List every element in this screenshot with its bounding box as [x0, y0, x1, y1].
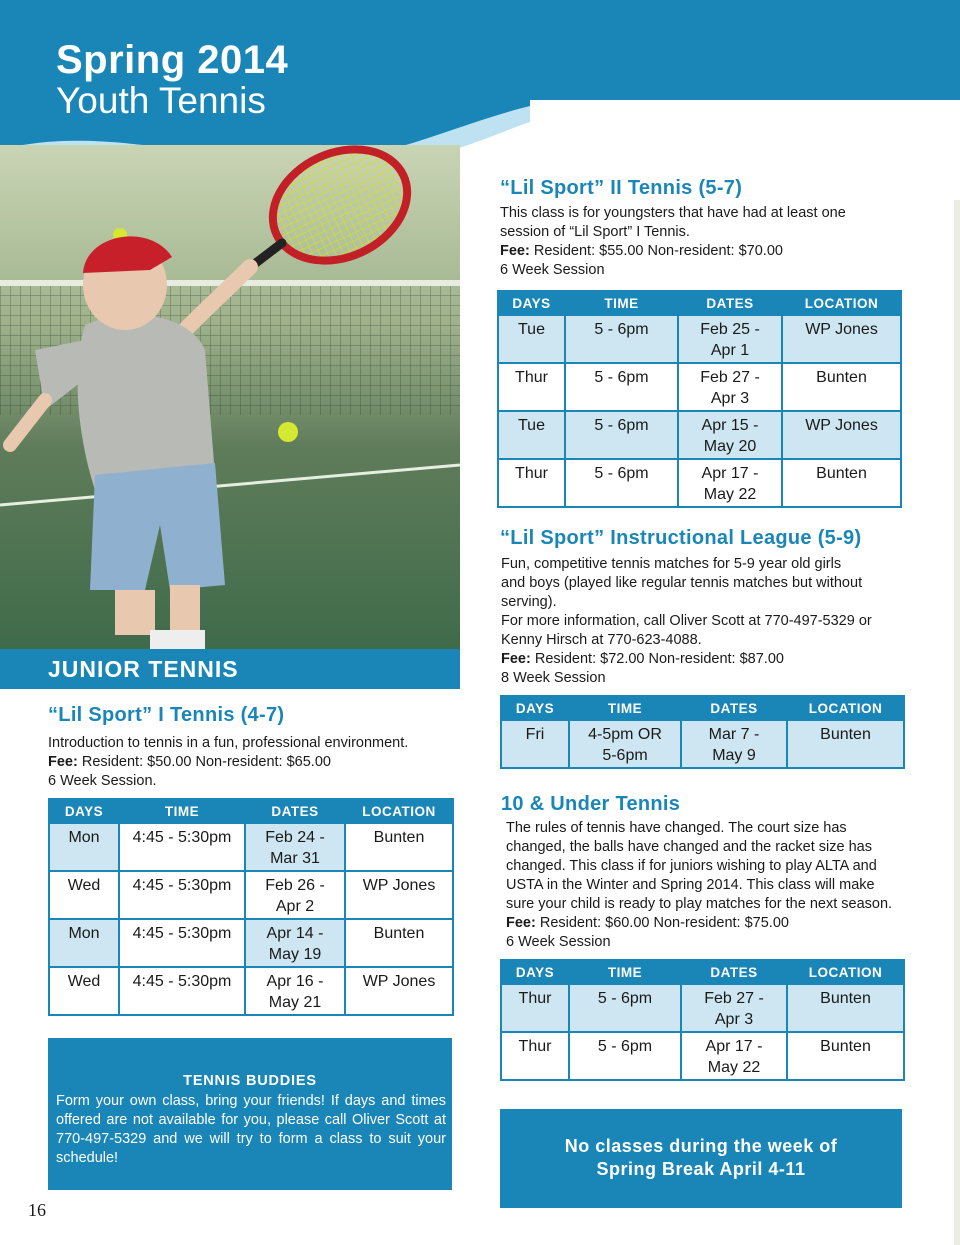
- fee-label: Fee:: [500, 243, 530, 259]
- column-header-location: LOCATION: [787, 960, 904, 984]
- ten-under-body: [506, 819, 906, 952]
- column-header-time: TIME: [119, 799, 245, 823]
- column-header-location: LOCATION: [782, 291, 901, 315]
- table-row: [501, 1032, 904, 1080]
- body-line: USTA in the Winter and Spring 2014. This class will make: [506, 877, 875, 893]
- body-line: changed, the balls have changed and the racket size has: [506, 839, 872, 855]
- cell-days: Thur: [498, 363, 565, 411]
- cell-dates: [681, 720, 787, 768]
- column-header-time: TIME: [565, 291, 678, 315]
- fee-label: Fee:: [48, 754, 78, 770]
- cell-location: Bunten: [782, 459, 901, 507]
- column-header-dates: DATES: [681, 960, 787, 984]
- table-header-row: [498, 291, 901, 315]
- time-option-1: 4-5pm OR: [588, 726, 662, 743]
- lil-sport-2-description-2: session of “Lil Sport” I Tennis.: [500, 224, 690, 240]
- cell-dates: [678, 411, 782, 459]
- cell-time: 5 - 6pm: [569, 984, 681, 1032]
- column-header-time: TIME: [569, 960, 681, 984]
- fee-text: Resident: $50.00 Non-resident: $65.00: [77, 754, 331, 770]
- cell-dates: [245, 871, 345, 919]
- cell-dates: [681, 1032, 787, 1080]
- cell-dates: [681, 984, 787, 1032]
- cell-days: Wed: [49, 967, 119, 1015]
- fee-text: Resident: $72.00 Non-resident: $87.00: [530, 651, 784, 667]
- date-end: May 20: [703, 438, 757, 455]
- cell-time: 4:45 - 5:30pm: [119, 919, 245, 967]
- lil-sport-2-schedule-table: [497, 290, 902, 508]
- date-start: Feb 26 -: [265, 877, 325, 894]
- cell-days: Mon: [49, 823, 119, 871]
- table-row: [49, 967, 453, 1015]
- cell-location: WP Jones: [345, 967, 453, 1015]
- date-start: Apr 15 -: [701, 417, 759, 434]
- table-row: [498, 363, 901, 411]
- fee-text: Resident: $60.00 Non-resident: $75.00: [535, 915, 789, 931]
- spring-break-notice: [500, 1109, 902, 1208]
- cell-time: 5 - 6pm: [565, 459, 678, 507]
- date-end: May 22: [707, 1059, 761, 1076]
- column-header-time: TIME: [569, 696, 681, 720]
- cell-dates: [678, 315, 782, 363]
- cell-days: Wed: [49, 871, 119, 919]
- cell-days: Thur: [498, 459, 565, 507]
- cell-time: 5 - 6pm: [565, 363, 678, 411]
- ten-under-schedule-table: [500, 959, 905, 1081]
- date-start: Feb 25 -: [700, 321, 760, 338]
- column-header-dates: DATES: [245, 799, 345, 823]
- lil-sport-2-fee: [500, 242, 910, 261]
- body-line: For more information, call Oliver Scott at 770-497-5329 or: [501, 613, 872, 629]
- table-row: [501, 720, 904, 768]
- date-start: Apr 16 -: [266, 973, 324, 990]
- date-start: Feb 27 -: [700, 369, 760, 386]
- spring-break-line-1: No classes during the week of: [564, 1136, 838, 1156]
- date-start: Mar 7 -: [708, 726, 760, 743]
- lil-sport-2-description-1: This class is for youngsters that have had at least one: [500, 205, 846, 221]
- page-number: 16: [28, 1200, 46, 1220]
- cell-location: Bunten: [782, 363, 901, 411]
- tennis-buddies-box: [48, 1038, 452, 1190]
- cell-time: 5 - 6pm: [569, 1032, 681, 1080]
- column-header-dates: DATES: [678, 291, 782, 315]
- date-end: Apr 1: [710, 342, 750, 359]
- date-end: Apr 2: [275, 898, 315, 915]
- lil-sport-1-fee: [48, 753, 458, 772]
- fee-label: Fee:: [501, 651, 531, 667]
- column-header-days: DAYS: [501, 960, 569, 984]
- column-header-days: DAYS: [501, 696, 569, 720]
- lil-sport-2-body: [500, 204, 910, 280]
- page-title: Spring 2014: [56, 38, 289, 82]
- cell-dates: [245, 967, 345, 1015]
- junior-tennis-heading: JUNIOR TENNIS: [48, 656, 239, 682]
- cell-days: Thur: [501, 1032, 569, 1080]
- cell-location: WP Jones: [782, 315, 901, 363]
- fee-text: Resident: $55.00 Non-resident: $70.00: [529, 243, 783, 259]
- table-row: [498, 459, 901, 507]
- column-header-days: DAYS: [49, 799, 119, 823]
- body-line: serving).: [501, 594, 557, 610]
- cell-dates: [678, 459, 782, 507]
- cell-days: Tue: [498, 411, 565, 459]
- ten-under-fee: [506, 914, 906, 933]
- lil-sport-1-title: “Lil Sport” I Tennis (4-7): [48, 704, 285, 726]
- column-header-location: LOCATION: [787, 696, 904, 720]
- column-header-dates: DATES: [681, 696, 787, 720]
- date-end: Apr 3: [714, 1011, 754, 1028]
- instructional-league-fee: [501, 650, 911, 669]
- table-header-row: [501, 696, 904, 720]
- cell-time: 4:45 - 5:30pm: [119, 823, 245, 871]
- table-row: [501, 984, 904, 1032]
- cell-time: 5 - 6pm: [565, 315, 678, 363]
- cell-location: Bunten: [345, 919, 453, 967]
- tennis-buddies-text: Form your own class, bring your friends! If days and times offered are not available for you, please call Oliver Scott at 770-497-5329 and we will try to form a class to suit your schedule!: [56, 1093, 446, 1166]
- ten-under-title: 10 & Under Tennis: [501, 793, 681, 815]
- fee-label: Fee:: [506, 915, 536, 931]
- cell-days: Fri: [501, 720, 569, 768]
- instructional-league-schedule-table: [500, 695, 905, 769]
- table-row: [498, 411, 901, 459]
- body-line: changed. This class if for juniors wishing to play ALTA and: [506, 858, 877, 874]
- table-header-row: [501, 960, 904, 984]
- instructional-league-body: [501, 555, 911, 688]
- lil-sport-2-title: “Lil Sport” II Tennis (5-7): [500, 177, 743, 199]
- lil-sport-2-session: 6 Week Session: [500, 262, 605, 278]
- instructional-league-session: 8 Week Session: [501, 670, 606, 686]
- cell-days: Tue: [498, 315, 565, 363]
- date-end: Apr 3: [710, 390, 750, 407]
- date-start: Apr 14 -: [266, 925, 324, 942]
- cell-time: [569, 720, 681, 768]
- page-edge-strip: [954, 200, 960, 1245]
- date-end: May 9: [712, 747, 756, 764]
- cell-days: Thur: [501, 984, 569, 1032]
- lil-sport-1-schedule-table: [48, 798, 454, 1016]
- date-end: May 21: [268, 994, 322, 1011]
- table-row: [49, 871, 453, 919]
- lil-sport-1-session: 6 Week Session.: [48, 773, 157, 789]
- date-start: Apr 17 -: [705, 1038, 763, 1055]
- cell-time: 4:45 - 5:30pm: [119, 967, 245, 1015]
- table-header-row: [49, 799, 453, 823]
- lil-sport-1-description: Introduction to tennis in a fun, professional environment.: [48, 735, 409, 751]
- instructional-league-title: “Lil Sport” Instructional League (5-9): [500, 527, 862, 549]
- tennis-buddies-title: TENNIS BUDDIES: [183, 1073, 317, 1089]
- junior-tennis-band: [0, 649, 460, 689]
- cell-location: Bunten: [787, 1032, 904, 1080]
- date-start: Feb 24 -: [265, 829, 325, 846]
- body-line: and boys (played like regular tennis matches but without: [501, 575, 863, 591]
- cell-time: 4:45 - 5:30pm: [119, 871, 245, 919]
- body-line: Kenny Hirsch at 770-623-4088.: [501, 632, 702, 648]
- column-header-location: LOCATION: [345, 799, 453, 823]
- column-header-days: DAYS: [498, 291, 565, 315]
- date-end: May 19: [268, 946, 322, 963]
- cell-location: WP Jones: [782, 411, 901, 459]
- body-line: sure your child is ready to play matches for the next season.: [506, 896, 893, 912]
- ten-under-session: 6 Week Session: [506, 934, 611, 950]
- cell-dates: [245, 823, 345, 871]
- time-option-2: 5-6pm: [602, 747, 648, 764]
- cell-time: 5 - 6pm: [565, 411, 678, 459]
- date-start: Apr 17 -: [701, 465, 759, 482]
- cell-days: Mon: [49, 919, 119, 967]
- cell-dates: [678, 363, 782, 411]
- lil-sport-1-body: [48, 734, 458, 791]
- body-line: Fun, competitive tennis matches for 5-9 year old girls: [501, 556, 842, 572]
- page-subtitle: Youth Tennis: [56, 80, 266, 121]
- table-row: [49, 823, 453, 871]
- date-start: Feb 27 -: [704, 990, 764, 1007]
- spring-break-line-2: Spring Break April 4-11: [596, 1159, 806, 1179]
- table-row: [498, 315, 901, 363]
- body-line: The rules of tennis have changed. The court size has: [506, 820, 847, 836]
- cell-location: WP Jones: [345, 871, 453, 919]
- tennis-photo: [0, 145, 460, 650]
- cell-location: Bunten: [787, 720, 904, 768]
- cell-location: Bunten: [787, 984, 904, 1032]
- cell-location: Bunten: [345, 823, 453, 871]
- date-end: Mar 31: [270, 850, 320, 867]
- date-end: May 22: [703, 486, 757, 503]
- cell-dates: [245, 919, 345, 967]
- table-row: [49, 919, 453, 967]
